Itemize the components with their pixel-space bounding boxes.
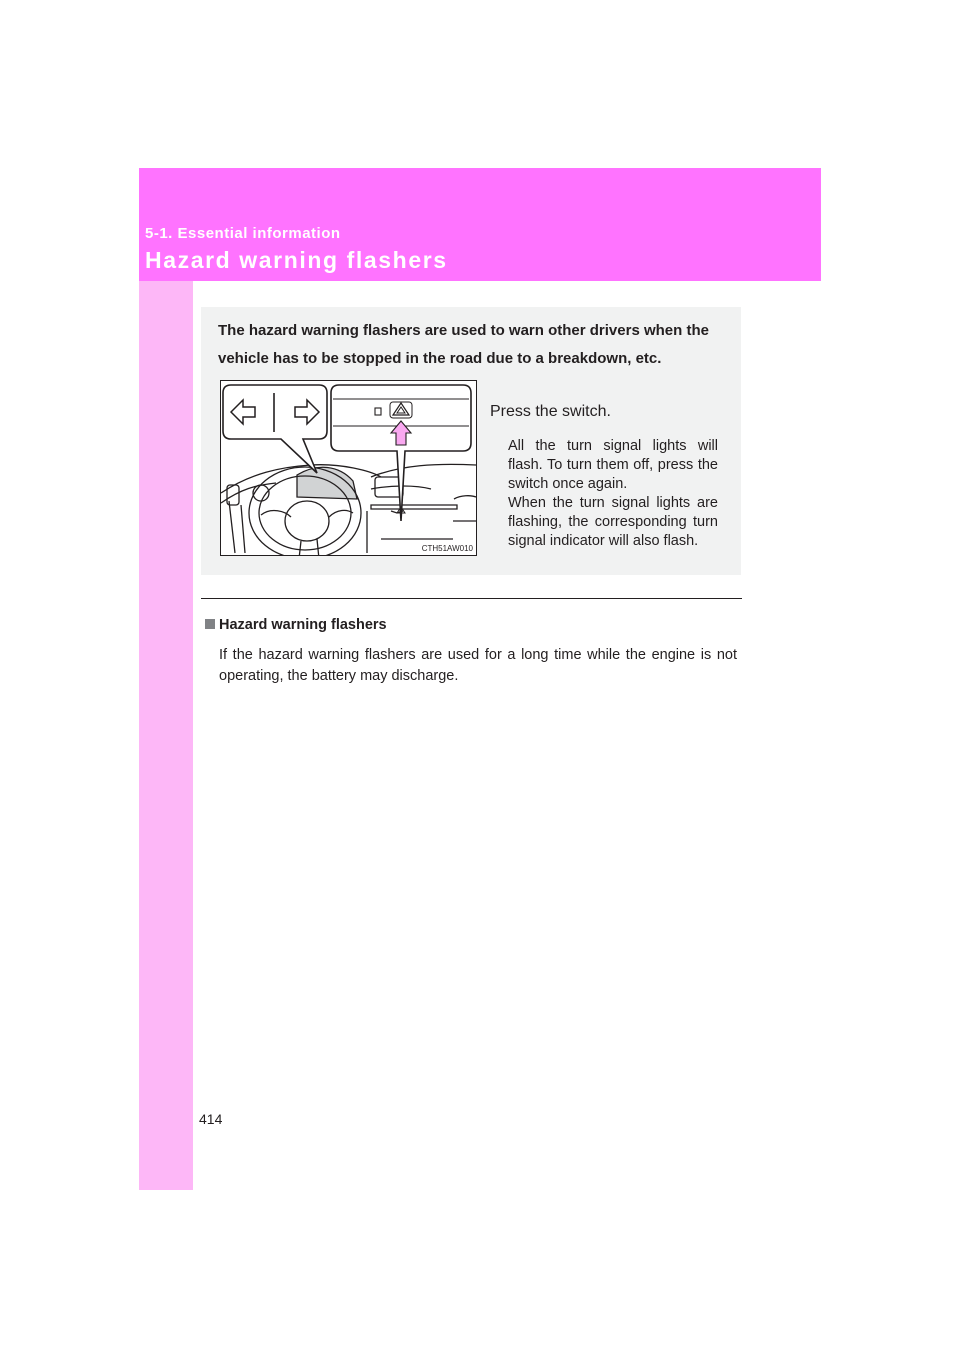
note-body: If the hazard warning flashers are used for a long time while the engine is not operating, the battery may discharge. bbox=[219, 647, 737, 684]
note-heading bbox=[205, 617, 387, 633]
figure-code: CTH51AW010 bbox=[421, 544, 473, 553]
intro-text: The hazard warning flashers are used to warn other drivers when the vehicle has to be stopped in the road due to a breakdown, etc. bbox=[218, 322, 709, 367]
instruction-detail: When the turn signal lights are flashing, the corresponding turn signal indicator will also flash. bbox=[508, 495, 718, 549]
hazard-switch-callout bbox=[331, 385, 471, 521]
turn-signal-callout bbox=[223, 385, 327, 473]
section-label: 5-1. Essential information bbox=[145, 225, 341, 242]
dashboard-illustration bbox=[220, 380, 477, 556]
note-title-text: Hazard warning flashers bbox=[219, 617, 387, 633]
divider bbox=[201, 598, 742, 599]
square-bullet-icon bbox=[205, 619, 215, 629]
side-tab-strip bbox=[139, 168, 193, 1190]
instruction-detail: All the turn signal lights will flash. To turn them off, press the switch once again. bbox=[508, 438, 718, 492]
instruction-step: Press the switch. bbox=[490, 403, 611, 420]
page-number: 414 bbox=[199, 1111, 223, 1127]
page-title: Hazard warning flashers bbox=[145, 247, 448, 273]
